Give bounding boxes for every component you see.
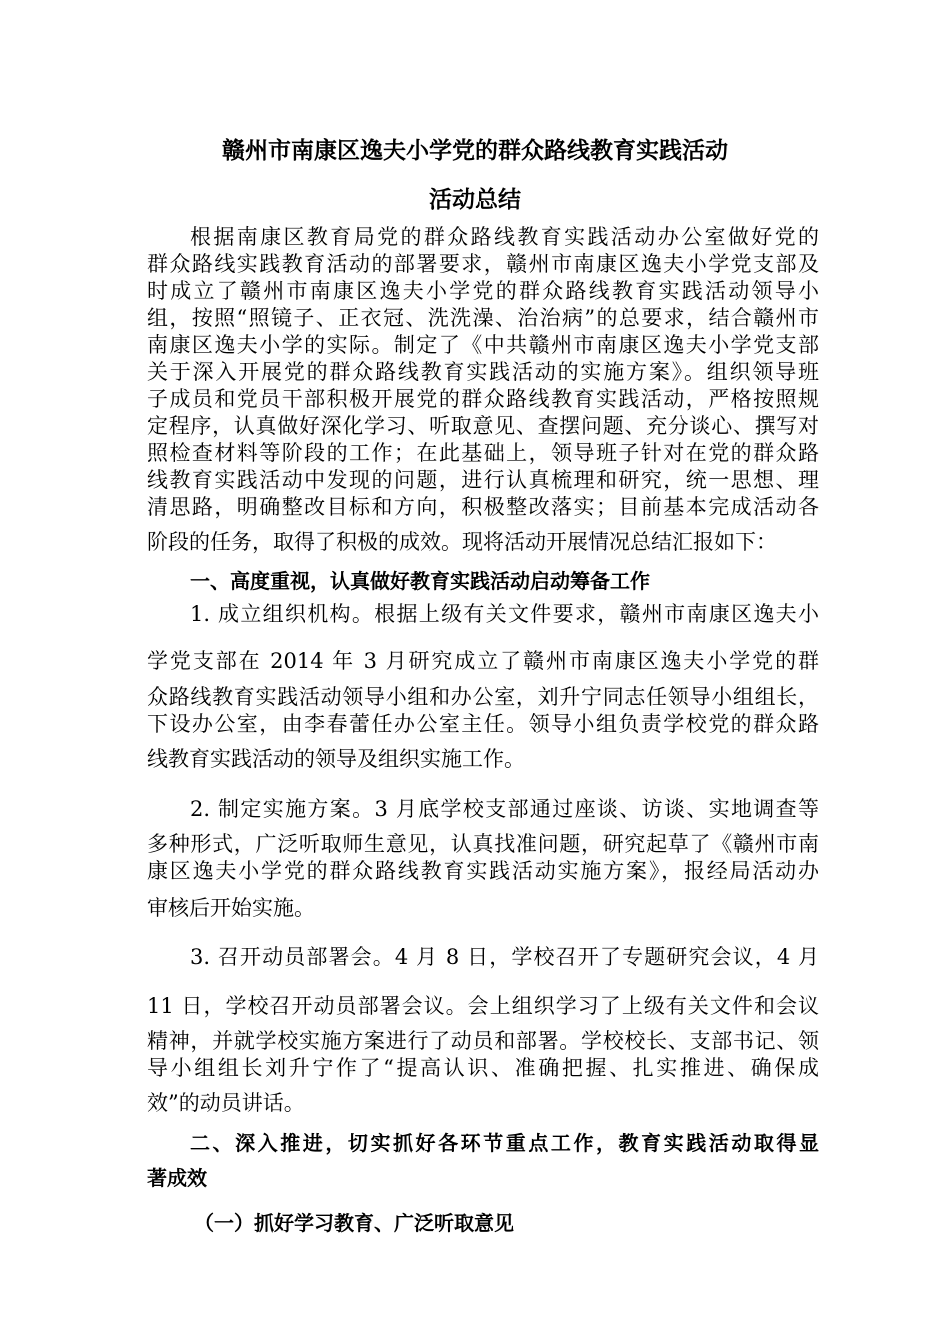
intro-line: 清思路，明确整改目标和方向，积极整改落实；目前基本完成活动各 [147, 495, 819, 519]
item2-line: 审核后开始实施。 [147, 896, 315, 920]
intro-line: 时成立了赣州市南康区逸夫小学党的群众路线教育实践活动领导小 [147, 279, 819, 303]
item3-line: 11 日，学校召开动员部署会议。会上组织学习了上级有关文件和会议 [147, 994, 819, 1018]
section-heading-1: 一、高度重视，认真做好教育实践活动启动筹备工作 [190, 569, 650, 593]
intro-line: 线教育实践活动中发现的问题，进行认真梳理和研究，统一思想、理 [147, 468, 819, 492]
section-heading-2-continued: 著成效 [147, 1166, 207, 1190]
item2-line: 康区逸夫小学党的群众路线教育实践活动实施方案》，报经局活动办 [147, 859, 819, 883]
item1-line: 线教育实践活动的领导及组织实施工作。 [147, 747, 525, 771]
intro-line: 组，按照“照镜子、正衣冠、洗洗澡、治治病”的总要求，结合赣州市 [147, 306, 819, 330]
item3-line: 效”的动员讲话。 [147, 1091, 305, 1115]
item1-line: 1. 成立组织机构。根据上级有关文件要求，赣州市南康区逸夫小 [190, 602, 819, 626]
intro-line: 根据南康区教育局党的群众路线教育实践活动办公室做好党的 [190, 225, 819, 249]
item2-line: 多种形式，广泛听取师生意见，认真找准问题，研究起草了《赣州市南 [147, 832, 819, 856]
item3-line: 导小组组长刘升宁作了“提高认识、准确把握、扎实推进、确保成 [147, 1056, 819, 1080]
item3-line: 精神，并就学校实施方案进行了动员和部署。学校校长、支部书记、领 [147, 1029, 819, 1053]
item1-line: 学党支部在 2014 年 3 月研究成立了赣州市南康区逸夫小学党的群 [147, 649, 819, 673]
item3-line: 3. 召开动员部署会。4 月 8 日，学校召开了专题研究会议，4 月 [190, 945, 819, 969]
intro-line: 定程序，认真做好深化学习、听取意见、查摆问题、充分谈心、撰写对 [147, 414, 819, 438]
intro-line: 南康区逸夫小学的实际。制定了《中共赣州市南康区逸夫小学党支部 [147, 333, 819, 357]
intro-line: 关于深入开展党的群众路线教育实践活动的实施方案》。组织领导班 [147, 360, 819, 384]
document-title-line-2: 活动总结 [429, 187, 521, 213]
intro-line: 照检查材料等阶段的工作；在此基础上，领导班子针对在党的群众路 [147, 441, 819, 465]
intro-line: 子成员和党员干部积极开展党的群众路线教育实践活动，严格按照规 [147, 387, 819, 411]
item1-line: 下设办公室，由李春蕾任办公室主任。领导小组负责学校党的群众路 [147, 712, 819, 736]
intro-line: 群众路线实践教育活动的部署要求，赣州市南康区逸夫小学党支部及 [147, 252, 819, 276]
item1-line: 众路线教育实践活动领导小组和办公室，刘升宁同志任领导小组组长， [147, 685, 819, 709]
subsection-heading-1: （一）抓好学习教育、广泛听取意见 [194, 1211, 514, 1235]
intro-line: 阶段的任务，取得了积极的成效。现将活动开展情况总结汇报如下： [147, 530, 777, 554]
document-title-line-1: 赣州市南康区逸夫小学党的群众路线教育实践活动 [222, 138, 728, 164]
section-heading-2: 二、深入推进，切实抓好各环节重点工作，教育实践活动取得显 [190, 1131, 819, 1155]
item2-line: 2. 制定实施方案。3 月底学校支部通过座谈、访谈、实地调查等 [190, 797, 819, 821]
